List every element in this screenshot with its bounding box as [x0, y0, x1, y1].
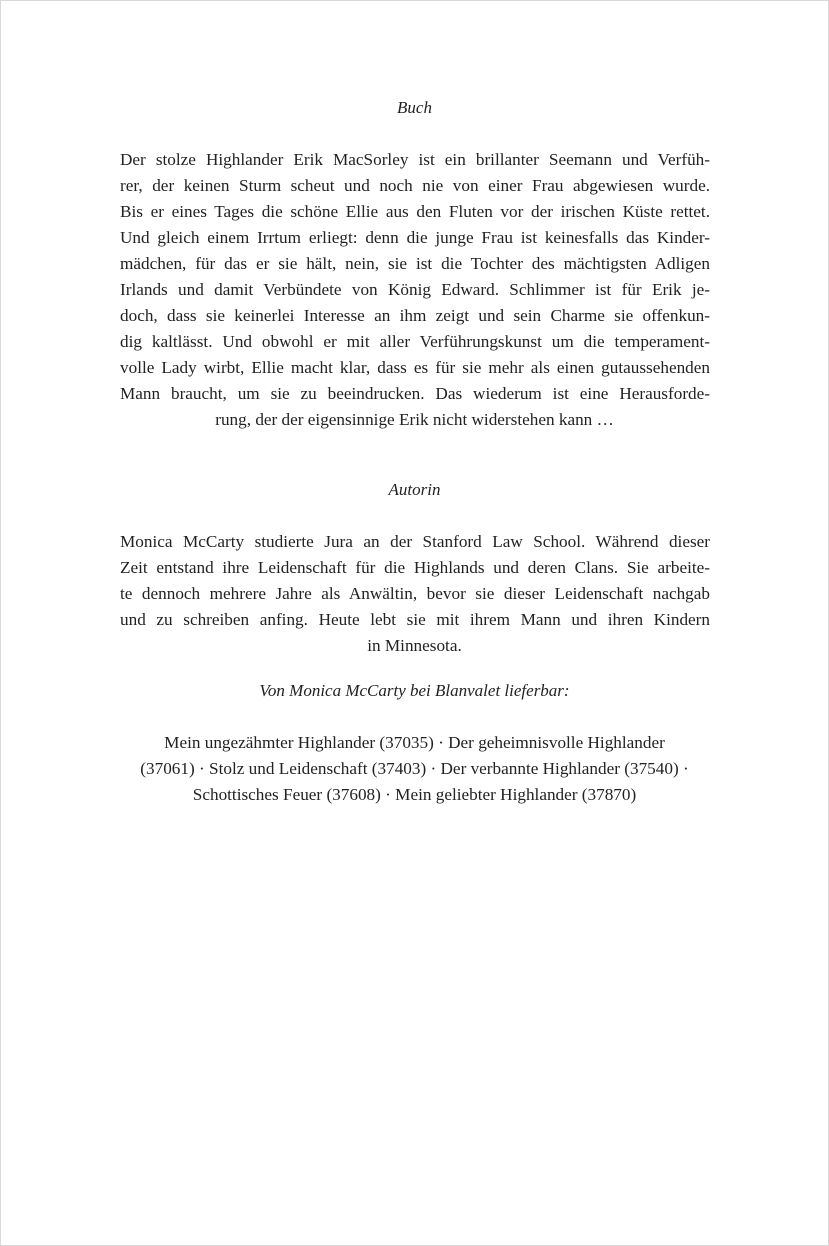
author-text-line: Monica McCarty studierte Jura an der Stanford Law School. Während dieser	[120, 532, 710, 551]
book-text-line: Und gleich einem Irrtum erliegt: denn die junge Frau ist keinesfalls das Kinder-	[120, 228, 710, 247]
book-text-line: volle Lady wirbt, Ellie macht klar, dass es für sie mehr als einen gutaussehenden	[120, 358, 710, 377]
author-text-line: und zu schreiben anfing. Heute lebt sie mit ihrem Mann und ihren Kindern	[120, 610, 710, 629]
book-text-line: Mann braucht, um sie zu beeindrucken. Das wiederum ist eine Herausforde-	[120, 384, 710, 403]
book-text-line: mädchen, für das er sie hält, nein, sie ist die Tochter des mächtigsten Adligen	[120, 254, 710, 273]
book-heading: Buch	[397, 98, 432, 117]
author-text-line: in Minnesota.	[367, 636, 462, 655]
book-text-line: Irlands und damit Verbündete von König Edward. Schlimmer ist für Erik je-	[120, 280, 710, 299]
book-text-line: rer, der keinen Sturm scheut und noch nie von einer Frau abgewiesen wurde.	[120, 176, 710, 195]
book-text-line: Der stolze Highlander Erik MacSorley ist ein brillanter Seemann und Verfüh-	[120, 150, 710, 169]
book-text-line: Bis er eines Tages die schöne Ellie aus den Fluten vor der irischen Küste rettet.	[120, 202, 710, 221]
available-title-line: (37061) · Stolz und Leidenschaft (37403) · Der verbannte Highlander (37540) ·	[140, 759, 689, 778]
author-heading: Autorin	[388, 480, 441, 499]
author-text-line: Zeit entstand ihre Leidenschaft für die Highlands und deren Clans. Sie arbeite-	[120, 558, 710, 577]
available-title-line: Schottisches Feuer (37608) · Mein geliebter Highlander (37870)	[192, 785, 637, 804]
available-heading: Von Monica McCarty bei Blanvalet lieferbar:	[259, 681, 570, 700]
book-text-line: rung, der der eigensinnige Erik nicht widerstehen kann …	[215, 410, 614, 429]
available-title-line: Mein ungezähmter Highlander (37035) · Der geheimnisvolle Highlander	[164, 733, 665, 752]
author-text-line: te dennoch mehrere Jahre als Anwältin, bevor sie dieser Leidenschaft nachgab	[120, 584, 710, 603]
book-text-line: dig kaltlässt. Und obwohl er mit aller Verführungskunst um die temperament-	[120, 332, 710, 351]
book-text-line: doch, dass sie keinerlei Interesse an ihm zeigt und sein Charme sie offenkun-	[120, 306, 710, 325]
